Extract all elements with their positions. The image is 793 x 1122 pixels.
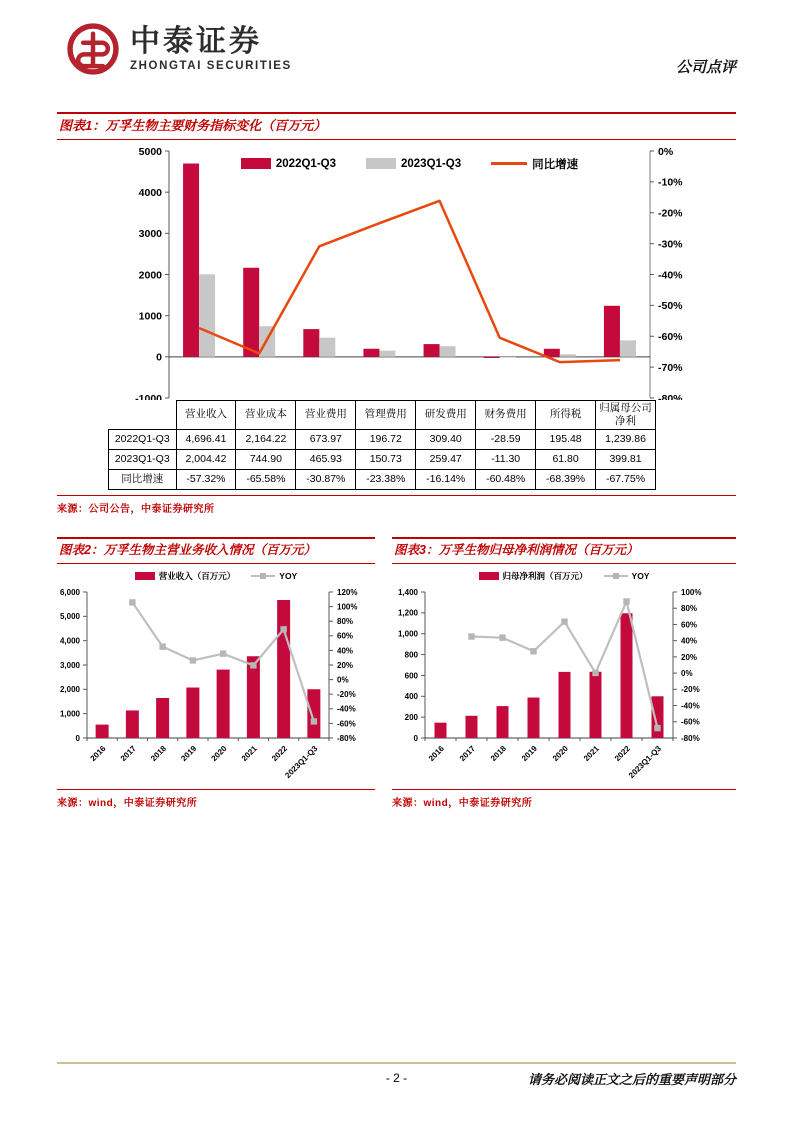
logo-text — [130, 26, 292, 72]
zhongtai-logo — [66, 22, 292, 76]
x-axis-category-label: 2017 — [457, 744, 477, 763]
line-marker — [190, 657, 196, 663]
page-number: - 2 - — [385, 1071, 408, 1085]
y-axis-tick-label: 40% — [337, 646, 354, 656]
legend-line-swatch — [251, 575, 275, 578]
x-axis-category-label: 2018 — [488, 744, 508, 763]
figure-1 — [57, 112, 736, 515]
table-column-header: 营业费用 — [296, 400, 356, 429]
bar — [156, 698, 169, 738]
line-marker — [592, 670, 598, 676]
y-axis-tick-label: -80% — [681, 733, 700, 743]
legend-item — [251, 571, 297, 581]
y-axis-tick-label: 100% — [337, 602, 358, 612]
figure-2-title: 图表2：万孚生物主营业务收入情况（百万元） — [57, 537, 375, 564]
y-axis-tick-label: 1,400 — [397, 587, 418, 597]
y-axis-tick-label: 0% — [681, 668, 693, 678]
footer-divider — [57, 1062, 736, 1064]
y-axis-tick-label: -80% — [337, 733, 356, 743]
table-column-header: 研发费用 — [416, 400, 476, 429]
bar — [379, 350, 395, 356]
y-axis-tick-label: 1,000 — [397, 629, 418, 639]
bar — [590, 672, 602, 738]
table-row — [109, 429, 656, 449]
y-axis-tick-label: -1000 — [135, 392, 162, 400]
figure-3-source: 来源：wind，中泰证券研究所 — [392, 798, 533, 809]
table-cell: 195.48 — [536, 429, 596, 449]
table-cell: 61.80 — [536, 449, 596, 469]
line-marker — [654, 725, 660, 731]
line-marker — [220, 650, 226, 656]
line-marker — [561, 618, 567, 624]
legend-item — [479, 570, 588, 582]
figure-3 — [392, 537, 736, 809]
bar — [363, 348, 379, 356]
bar — [307, 689, 320, 738]
x-axis-category-label: 2017 — [118, 744, 138, 763]
y-axis-tick-label: -20% — [337, 690, 356, 700]
y-axis-tick-label: -10% — [658, 176, 683, 189]
legend-bar-swatch — [135, 572, 155, 580]
y-axis-tick-label: -40% — [337, 704, 356, 714]
y-axis-tick-label: 80% — [337, 617, 354, 627]
bar — [497, 706, 509, 738]
bar — [604, 305, 620, 356]
y-axis-tick-label: -80% — [658, 392, 683, 400]
legend-label: 同比增速 — [532, 158, 579, 171]
legend-label: YOY — [279, 571, 298, 581]
bar — [96, 725, 109, 738]
x-axis-category-label: 2023Q1-Q3 — [626, 744, 663, 780]
line-marker — [311, 718, 317, 724]
legend-label: 营业收入（百万元） — [158, 571, 236, 581]
y-axis-tick-label: -30% — [658, 237, 683, 250]
bar — [183, 163, 199, 356]
table-row-label: 2023Q1-Q3 — [109, 449, 177, 469]
x-axis-category-label: 2016 — [426, 744, 446, 763]
y-axis-tick-label: 800 — [404, 650, 418, 660]
y-axis-tick-label: -20% — [658, 207, 683, 220]
y-axis-tick-label: 6,000 — [59, 587, 80, 597]
table-cell: 465.93 — [296, 449, 356, 469]
y-axis-tick-label: 400 — [404, 692, 418, 702]
line-marker — [499, 634, 505, 640]
table-cell: -16.14% — [416, 469, 476, 489]
y-axis-tick-label: -40% — [658, 268, 683, 281]
legend-marker — [260, 573, 266, 579]
x-axis-category-label: 2021 — [581, 744, 601, 763]
bar — [440, 346, 456, 357]
bar — [500, 356, 516, 357]
x-axis-category-label: 2018 — [149, 744, 169, 763]
x-axis-category-label: 2020 — [550, 744, 570, 763]
figure-1-legend — [169, 156, 650, 172]
bar — [277, 600, 290, 738]
table-cell: -67.75% — [596, 469, 656, 489]
figure-3-separator — [392, 789, 736, 790]
table-cell: 744.90 — [236, 449, 296, 469]
footer-disclaimer: 请务必阅读正文之后的重要声明部分 — [527, 1072, 736, 1087]
y-axis-tick-label: 0% — [658, 145, 674, 158]
table-cell: -68.39% — [536, 469, 596, 489]
table-cell: 196.72 — [356, 429, 416, 449]
table-cell: 2,164.22 — [236, 429, 296, 449]
y-axis-tick-label: 4000 — [138, 186, 162, 199]
table-cell: 309.40 — [416, 429, 476, 449]
legend-line-swatch — [604, 575, 628, 578]
figure-1-title: 图表1：万孚生物主要财务指标变化（百万元） — [57, 112, 736, 140]
legend-label: YOY — [631, 571, 650, 581]
y-axis-tick-label: 2,000 — [59, 685, 80, 695]
y-axis-tick-label: -60% — [337, 719, 356, 729]
legend-bar-swatch — [479, 572, 499, 580]
line-marker — [129, 599, 135, 605]
report-header — [66, 20, 736, 82]
table-cell: 4,696.41 — [176, 429, 236, 449]
table-column-header: 营业成本 — [236, 400, 296, 429]
bar — [484, 356, 500, 357]
figure-1-chart — [57, 140, 736, 400]
table-row — [109, 449, 656, 469]
bar — [560, 354, 576, 357]
y-axis-tick-label: 60% — [337, 631, 354, 641]
y-axis-tick-label: -60% — [681, 717, 700, 727]
y-axis-tick-label: 1000 — [138, 310, 162, 323]
y-axis-tick-label: -70% — [658, 361, 683, 374]
table-cell: -23.38% — [356, 469, 416, 489]
table-cell: 259.47 — [416, 449, 476, 469]
x-axis-category-label: 2019 — [519, 744, 539, 763]
bar — [243, 267, 259, 356]
zhongtai-logo-icon — [66, 22, 120, 76]
table-cell: -11.30 — [476, 449, 536, 469]
x-axis-category-label: 2019 — [179, 744, 199, 763]
table-column-header: 管理费用 — [356, 400, 416, 429]
y-axis-tick-label: 1,200 — [397, 608, 418, 618]
table-cell: -57.32% — [176, 469, 236, 489]
legend-marker — [613, 573, 619, 579]
x-axis-category-label: 2022 — [270, 744, 290, 763]
figure-2-separator — [57, 789, 375, 790]
line-marker — [280, 626, 286, 632]
figure-2 — [57, 537, 375, 809]
figure-3-chart — [392, 586, 736, 784]
figure-1-source: 来源：公司公告，中泰证券研究所 — [57, 503, 215, 515]
legend-bar-swatch — [366, 158, 396, 169]
table-cell: 1,239.86 — [596, 429, 656, 449]
y-axis-tick-label: -50% — [658, 299, 683, 312]
y-axis-tick-label: 3000 — [138, 227, 162, 240]
table-column-header: 所得税 — [536, 400, 596, 429]
line-marker — [623, 598, 629, 604]
y-axis-tick-label: 100% — [681, 587, 702, 597]
bar — [466, 716, 478, 738]
figure-1-separator — [57, 495, 736, 496]
bar — [303, 329, 319, 357]
legend-line-swatch — [491, 162, 527, 165]
y-axis-tick-label: -20% — [681, 685, 700, 695]
x-axis-category-label: 2022 — [612, 744, 632, 763]
bar — [620, 340, 636, 356]
figure-2-source: 来源：wind，中泰证券研究所 — [57, 798, 198, 809]
x-axis-category-label: 2023Q1-Q3 — [283, 744, 320, 780]
figure-3-title: 图表3：万孚生物归母净利润情况（百万元） — [392, 537, 736, 564]
legend-item — [135, 570, 236, 582]
logo-en-text: ZHONGTAI SECURITIES — [130, 59, 292, 72]
y-axis-tick-label: 120% — [337, 587, 358, 597]
y-axis-tick-label: 20% — [337, 660, 354, 670]
table-cell: -60.48% — [476, 469, 536, 489]
y-axis-tick-label: 3,000 — [59, 660, 80, 670]
bar — [319, 337, 335, 356]
legend-item — [366, 156, 461, 172]
table-corner-cell — [109, 400, 177, 429]
y-axis-tick-label: 1,000 — [59, 709, 80, 719]
table-column-header: 财务费用 — [476, 400, 536, 429]
bar — [621, 613, 633, 738]
line-marker — [159, 643, 165, 649]
y-axis-tick-label: 80% — [681, 604, 698, 614]
y-axis-tick-label: 0 — [413, 733, 418, 743]
y-axis-tick-label: 0 — [75, 733, 80, 743]
table-cell: -65.58% — [236, 469, 296, 489]
y-axis-tick-label: 5,000 — [59, 612, 80, 622]
x-axis-category-label: 2021 — [239, 744, 259, 763]
table-cell: -28.59 — [476, 429, 536, 449]
bar — [199, 274, 215, 357]
table-cell: -30.87% — [296, 469, 356, 489]
bar — [424, 344, 440, 357]
y-axis-tick-label: -40% — [681, 701, 700, 711]
bar — [126, 710, 139, 738]
table-cell: 399.81 — [596, 449, 656, 469]
y-axis-tick-label: 2000 — [138, 268, 162, 281]
line-marker — [530, 648, 536, 654]
figure-2-legend — [57, 566, 375, 586]
legend-label: 归母净利润（百万元） — [502, 571, 588, 581]
table-cell: 2,004.42 — [176, 449, 236, 469]
y-axis-tick-label: 0% — [337, 675, 349, 685]
legend-label: 2023Q1-Q3 — [401, 157, 462, 170]
y-axis-tick-label: 0 — [156, 351, 162, 364]
legend-bar-swatch — [241, 158, 271, 169]
legend-item — [604, 571, 650, 581]
table-row-label: 2022Q1-Q3 — [109, 429, 177, 449]
table-header-row — [109, 400, 656, 429]
bar — [652, 696, 664, 738]
y-axis-tick-label: 5000 — [138, 145, 162, 158]
table-column-header: 归属母公司净利 — [596, 400, 656, 429]
table-cell: 673.97 — [296, 429, 356, 449]
legend-item — [491, 156, 578, 172]
bar — [435, 723, 447, 738]
y-axis-tick-label: 600 — [404, 671, 418, 681]
x-axis-category-label: 2020 — [209, 744, 229, 763]
y-axis-tick-label: 200 — [404, 713, 418, 723]
table-row-label: 同比增速 — [109, 469, 177, 489]
line-marker — [468, 633, 474, 639]
y-axis-tick-label: 60% — [681, 620, 698, 630]
figure-2-chart — [57, 586, 375, 784]
legend-item — [241, 156, 336, 172]
y-axis-tick-label: 4,000 — [59, 636, 80, 646]
line-marker — [250, 662, 256, 668]
bar — [186, 688, 199, 738]
bar — [559, 672, 571, 738]
table-row — [109, 469, 656, 489]
legend-label: 2022Q1-Q3 — [275, 157, 336, 170]
bar — [217, 670, 230, 738]
y-axis-tick-label: -60% — [658, 330, 683, 343]
bar — [528, 698, 540, 738]
table-cell: 150.73 — [356, 449, 416, 469]
table-column-header: 营业收入 — [176, 400, 236, 429]
x-axis-category-label: 2016 — [88, 744, 108, 763]
logo-cn-text: 中泰证券 — [130, 25, 262, 59]
figure-1-chart-area — [57, 140, 736, 400]
y-axis-tick-label: 40% — [681, 636, 698, 646]
figure-1-table — [108, 400, 656, 490]
figure-3-legend — [392, 566, 736, 586]
doc-type-label: 公司点评 — [675, 59, 736, 76]
y-axis-tick-label: 20% — [681, 652, 698, 662]
